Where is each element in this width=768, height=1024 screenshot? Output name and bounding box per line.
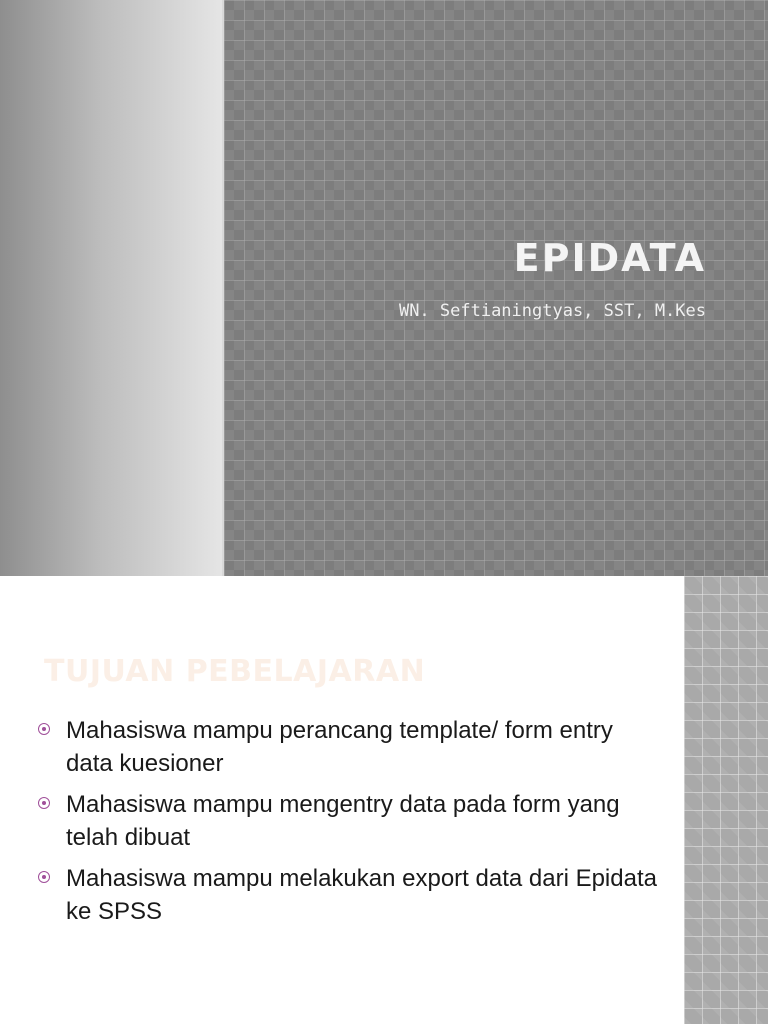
list-item-text: Mahasiswa mampu mengentry data pada form yang telah dibuat [66,791,620,851]
slide-heading: TUJUAN PEBELAJARAN [44,654,426,689]
list-item [38,862,658,928]
objectives-slide [0,576,768,1024]
bullet-icon [38,723,50,735]
objectives-list [38,714,658,936]
patterned-background [224,0,768,576]
slide-subtitle-author: WN. Seftianingtyas, SST, M.Kes [398,301,706,321]
bullet-icon [38,871,50,883]
gradient-panel [0,0,224,576]
list-item-text: Mahasiswa mampu perancang template/ form entry data kuesioner [66,717,613,777]
list-item [38,788,658,854]
patterned-side-strip [684,576,768,1024]
list-item [38,714,658,780]
list-item-text: Mahasiswa mampu melakukan export data dari Epidata ke SPSS [66,865,657,925]
slide-title: EPIDATA [513,236,706,280]
bullet-icon [38,797,50,809]
